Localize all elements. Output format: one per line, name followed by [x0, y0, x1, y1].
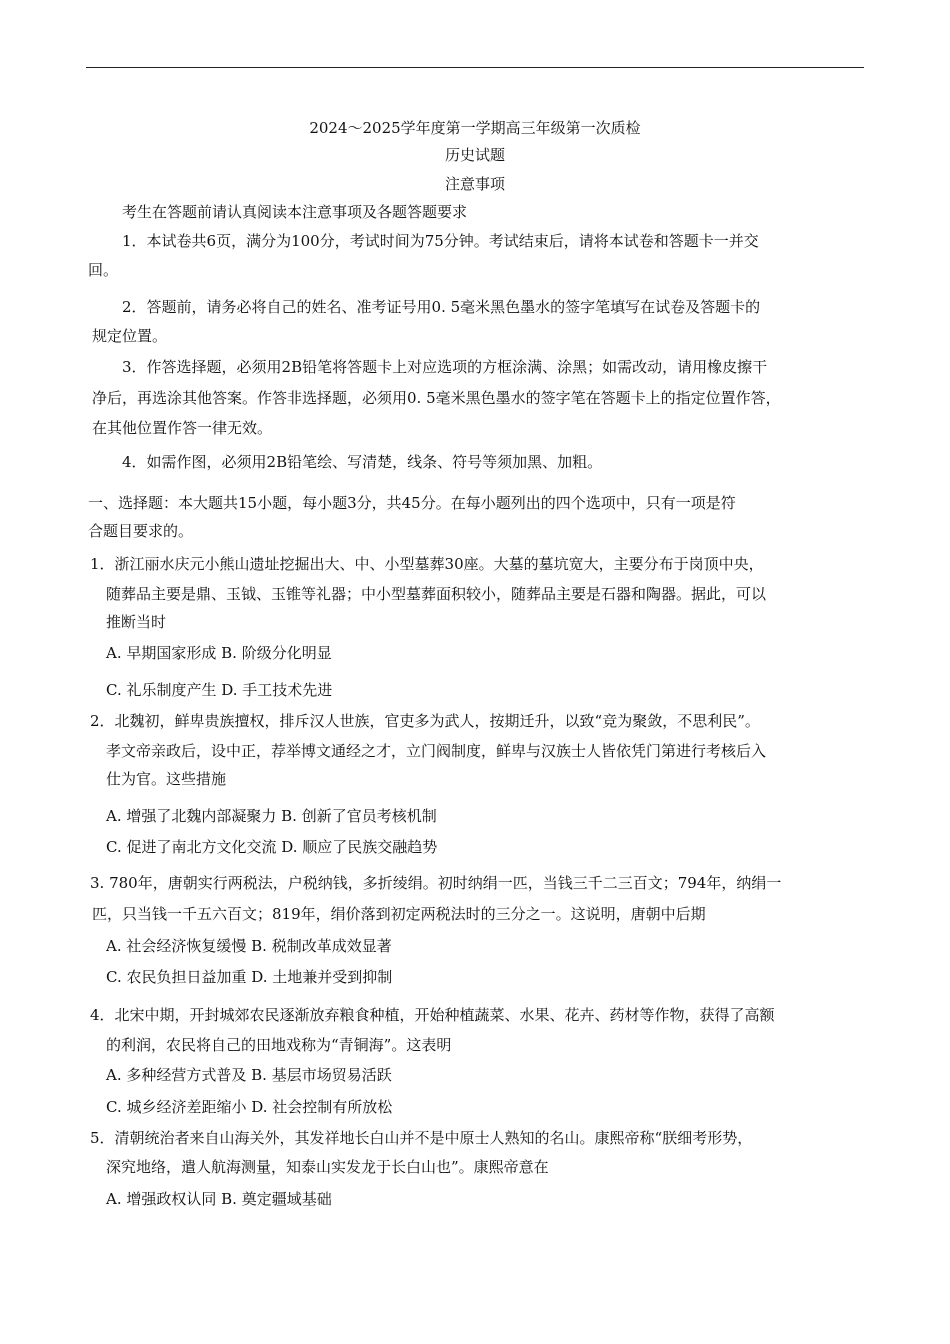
- q2-stem-line-2: 孝文帝亲政后，设中正，荐举博文通经之才，立门阀制度，鲜卑与汉族士人皆依凭门第进行考核后入: [106, 742, 767, 760]
- section-heading-line-2: 合题目要求的。: [88, 522, 194, 540]
- q4-stem-line-1: 4．北宋中期，开封城郊农民逐渐放弃粮食种植，开始种植蔬菜、水果、花卉、药材等作物，获得了高额: [90, 1006, 775, 1024]
- q5-stem-line-1: 5．清朝统治者来自山海关外，其发祥地长白山并不是中原士人熟知的名山。康熙帝称“朕细考形势，: [90, 1129, 753, 1147]
- notice-item-3-line-3: 在其他位置作答一律无效。: [92, 419, 273, 437]
- notice-item-1-line-1: 1．本试卷共6页，满分为100分，考试时间为75分钟。考试结束后，请将本试卷和答题卡一并交: [122, 232, 759, 250]
- q2-stem-line-1: 2．北魏初，鲜卑贵族擅权，排斥汉人世族，官吏多为武人，按期迁升，以致“竞为聚敛，不思利民”。: [90, 712, 760, 730]
- q1-options-line-1: A. 早期国家形成 B. 阶级分化明显: [106, 644, 332, 662]
- q3-stem-line-1: 3. 780年，唐朝实行两税法，户税纳钱，多折绫绢。初时纳绢一匹，当钱三千二三百文；794年，纳绢一: [90, 874, 782, 892]
- q1-stem-line-2: 随葬品主要是鼎、玉钺、玉锥等礼器；中小型墓葬面积较小，随葬品主要是石器和陶器。据此，可以: [106, 585, 767, 603]
- q1-options-line-2: C. 礼乐制度产生 D. 手工技术先进: [106, 681, 333, 699]
- notice-item-3-line-2: 净后，再选涂其他答案。作答非选择题，必须用0. 5毫米黑色墨水的签字笔在答题卡上的指定位置作答，: [92, 389, 781, 407]
- notice-item-4: 4．如需作图，必须用2B铅笔绘、写清楚，线条、符号等须加黑、加粗。: [122, 453, 603, 471]
- q1-stem-line-1: 1．浙江丽水庆元小熊山遗址挖掘出大、中、小型墓葬30座。大墓的墓坑宽大，主要分布于岗顶中央，: [90, 555, 764, 573]
- notice-item-1-line-2: 回。: [88, 261, 119, 279]
- q2-stem-line-3: 仕为官。这些措施: [106, 770, 227, 788]
- notice-intro: 考生在答题前请认真阅读本注意事项及各题答题要求: [122, 203, 468, 221]
- notice-item-2-line-1: 2．答题前，请务必将自己的姓名、准考证号用0. 5毫米黑色墨水的签字笔填写在试卷及答题卡的: [122, 298, 761, 316]
- section-heading-line-1: 一、选择题：本大题共15小题，每小题3分，共45分。在每小题列出的四个选项中，只有一项是符: [88, 494, 736, 512]
- exam-title: 2024～2025学年度第一学期高三年级第一次质检: [309, 119, 641, 137]
- q5-stem-line-2: 深究地络，遣人航海测量，知泰山实发龙于长白山也”。康熙帝意在: [106, 1158, 549, 1176]
- q5-options-line-1: A. 增强政权认同 B. 奠定疆域基础: [106, 1190, 332, 1208]
- q3-options-line-1: A. 社会经济恢复缓慢 B. 税制改革成效显著: [106, 937, 392, 955]
- notice-item-3-line-1: 3．作答选择题，必须用2B铅笔将答题卡上对应选项的方框涂满、涂黑；如需改动，请用橡皮擦干: [122, 358, 768, 376]
- notice-heading: 注意事项: [444, 175, 505, 193]
- q2-options-line-2: C. 促进了南北方文化交流 D. 顺应了民族交融趋势: [106, 838, 438, 856]
- q3-stem-line-2: 匹，只当钱一千五六百文；819年，绢价落到初定两税法时的三分之一。这说明，唐朝中后期: [92, 905, 706, 923]
- exam-subject: 历史试题: [444, 146, 505, 164]
- q1-stem-line-3: 推断当时: [106, 613, 167, 631]
- top-rule: [86, 67, 864, 68]
- q4-options-line-2: C. 城乡经济差距缩小 D. 社会控制有所放松: [106, 1098, 393, 1116]
- q4-options-line-1: A. 多种经营方式普及 B. 基层市场贸易活跃: [106, 1066, 392, 1084]
- q3-options-line-2: C. 农民负担日益加重 D. 土地兼并受到抑制: [106, 968, 393, 986]
- q2-options-line-1: A. 增强了北魏内部凝聚力 B. 创新了官员考核机制: [106, 807, 437, 825]
- notice-item-2-line-2: 规定位置。: [92, 327, 168, 345]
- q4-stem-line-2: 的利润，农民将自己的田地戏称为“青铜海”。这表明: [106, 1036, 452, 1054]
